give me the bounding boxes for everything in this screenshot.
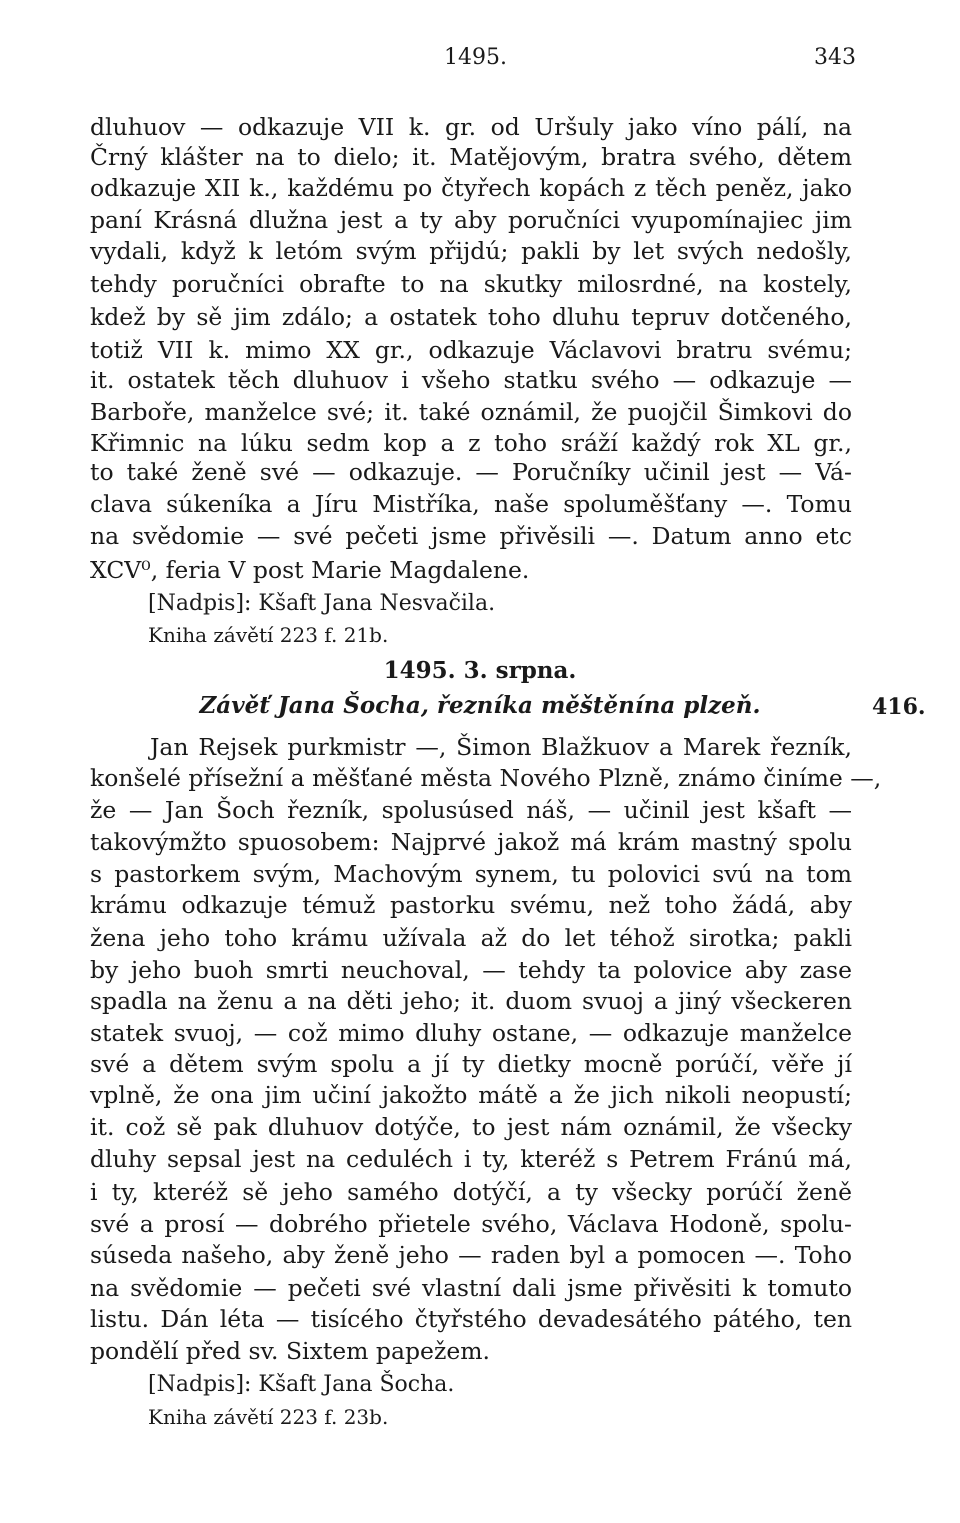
text-line: spadla na ženu a na děti jeho; it. duom svuoj a jiný všeckeren [90,987,852,1015]
text-line: Črný klášter na to dielo; it. Matějovým, bratra svého, dětem [90,143,852,171]
text-line: žena jeho toho krámu užívala až do let téhož sirotka; pakli [90,924,852,952]
text-line: to také ženě své — odkazuje. — Poručníky učinil jest — Vá- [90,458,852,486]
text-line: že — Jan Šoch řezník, spolusúsed náš, — učinil jest kšaft — [90,796,852,824]
text-line: dluhuov — odkazuje VII k. gr. od Uršuly jako víno pálí, na [90,113,852,141]
text-line: na svědomie — své pečeti jsme přivěsili —. Datum anno etc [90,522,852,550]
text-line: vydali, když k letóm svým přijdú; pakli by let svých nedošly, [90,237,852,265]
text-line: své a prosí — dobrého přietele svého, Václava Hodoně, spolu- [90,1210,852,1238]
text-line: Barboře, manželce své; it. také oznámil, že puojčil Šimkovi do [90,398,852,426]
text-line: XCV⁰, feria V post Marie Magdalene. [90,556,530,584]
text-line: totiž VII k. mimo XX gr., odkazuje Václavovi bratru svému; [90,336,852,364]
text-line: kdež by sě jim zdálo; a ostatek toho dluhu tepruv dotčeného, [90,303,852,331]
text-line: vplně, že ona jim učiní jakožto mátě a že jich nikoli neopustí; [90,1081,852,1109]
entry-date: 1495. 3. srpna. [383,657,577,684]
source-reference: Kniha závětí 223 f. 21b. [148,623,389,647]
source-reference: Kniha závětí 223 f. 23b. [148,1405,389,1429]
text-line: konšelé přísežní a měšťané města Nového Plzně, známo činíme —, [90,764,882,792]
text-line: by jeho buoh smrti neuchoval, — tehdy ta polovice aby zase [90,956,852,984]
text-line: Křimnic na lúku sedm kop a z toho sráží každý rok XL gr., [90,429,852,457]
text-line: krámu odkazuje témuž pastorku svému, než toho žádá, aby [90,891,852,919]
text-line: s pastorkem svým, Machovým synem, tu polovici svú na tom [90,860,852,888]
entry-title: Závěť Jana Šocha, řezníka měštěnína plzeň. [199,692,761,719]
text-line: paní Krásná dlužna jest a ty aby poručníci vyupomínajiec jim [90,206,852,234]
text-line: na svědomie — pečeti své vlastní dali jsme přivěsiti k tomuto [90,1274,852,1302]
text-line: statek svuoj, — což mimo dluhy ostane, — odkazuje manželce [90,1019,852,1047]
text-line: pondělí před sv. Sixtem papežem. [90,1337,490,1365]
text-line: Jan Rejsek purkmistr —, Šimon Blažkuov a Marek řezník, [150,733,852,761]
text-line: clava súkeníka a Jíru Mistříka, naše spoluměšťany —. Tomu [90,490,852,518]
text-line: své a dětem svým spolu a jí ty dietky mocně porúčí, věře jí [90,1050,852,1078]
text-line: dluhy sepsal jest na ceduléch i ty, kteréž s Petrem Fránú má, [90,1145,852,1173]
text-line: it. což sě pak dluhuov dotýče, to jest nám oznámil, že všecky [90,1113,852,1141]
page-number: 343 [814,45,856,70]
text-line: odkazuje XII k., každému po čtyřech kopách z těch peněz, jako [90,174,852,202]
nadpis-line: [Nadpis]: Kšaft Jana Nesvačila. [148,591,496,616]
text-line: it. ostatek těch dluhuov i všeho statku svého — odkazuje — [90,366,852,394]
entry-number: 416. [872,694,926,720]
text-line: takovýmžto spuosobem: Najprvé jakož má krám mastný spolu [90,828,852,856]
nadpis-line: [Nadpis]: Kšaft Jana Šocha. [148,1372,455,1397]
text-line: listu. Dán léta — tisícého čtyřstého devadesátého pátého, ten [90,1305,852,1333]
header-year: 1495. [444,45,507,70]
text-line: i ty, kteréž sě jeho samého dotýčí, a ty všecky porúčí ženě [90,1178,852,1206]
text-line: súseda našeho, aby ženě jeho — raden byl a pomocen —. Toho [90,1241,852,1269]
text-line: tehdy poručníci obrafte to na skutky milosrdné, na kostely, [90,270,852,298]
